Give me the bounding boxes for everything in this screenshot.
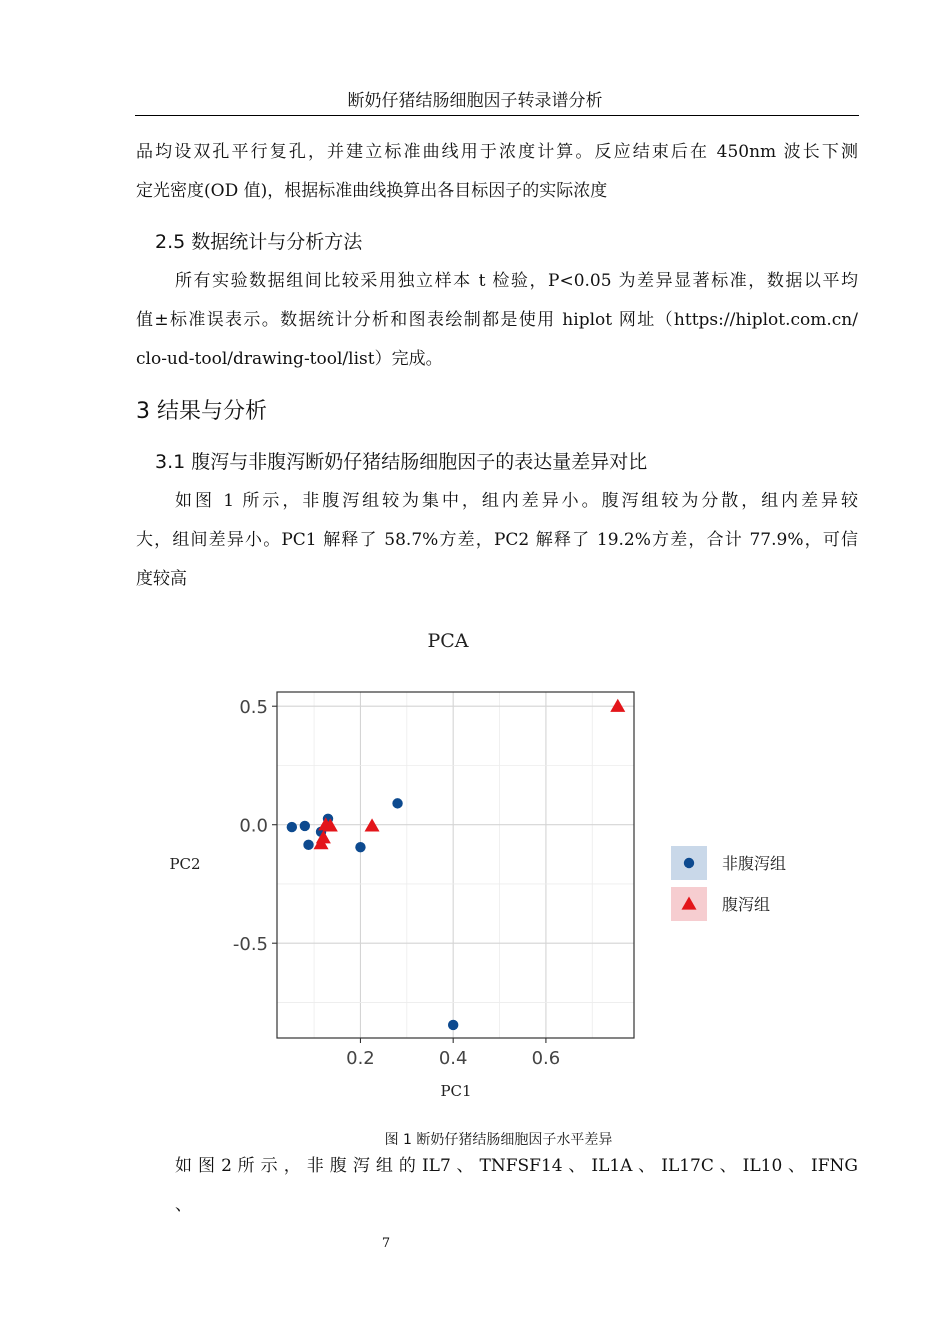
data-point-diarrhea [314,836,329,849]
chart-legend [671,846,786,921]
x-tick-label: 0.4 [438,1048,468,1069]
section-heading-2-5: 2.5 数据统计与分析方法 [155,231,363,253]
data-point-non-diarrhea [392,798,402,808]
header-rule [135,115,859,116]
y-tick-label: 0.0 [239,815,268,837]
data-point-diarrhea [323,818,338,831]
data-point-non-diarrhea [448,1020,458,1030]
legend-key-marker [682,897,697,910]
running-header: 断奶仔猪结肠细胞因子转录谱分析 [347,91,603,111]
chart-title: PCA [427,630,469,652]
x-tick-label: 0.2 [346,1048,375,1069]
section-heading-3-1: 3.1 腹泻与非腹泻断奶仔猪结肠细胞因子的表达量差异对比 [155,451,648,473]
paragraph-1-line-1: 品均设双孔平行复孔，并建立标准曲线用于浓度计算。反应结束后在 450nm 波长下测 [136,142,858,162]
chart-points [287,699,626,1030]
paragraph-2-line-1: 所有实验数据组间比较采用独立样本 t 检验，P<0.05 为差异显著标准，数据以平均 [175,271,858,291]
legend-key-background [671,846,707,880]
data-point-non-diarrhea [355,842,365,852]
figure-caption: 图 1 断奶仔猪结肠细胞因子水平差异 [384,1132,613,1148]
y-axis-label: PC2 [169,855,201,873]
legend-label: 非腹泻组 [722,854,787,873]
data-point-non-diarrhea [303,840,313,850]
page-number: 7 [381,1236,391,1251]
data-point-non-diarrhea [316,827,326,837]
section-heading-3: 3 结果与分析 [136,399,267,424]
data-point-non-diarrhea [287,822,297,832]
chart-grid [277,692,634,1038]
x-tick-label: 0.6 [531,1048,561,1069]
paragraph-2-line-2: 值±标准误表示。数据统计分析和图表绘制都是使用 hiplot 网址（https://hiplot.com.cn/ [136,310,858,330]
chart-ticks [233,697,560,1069]
legend-key-background [671,887,707,921]
data-point-non-diarrhea [300,821,310,831]
plot-frame [277,692,634,1038]
legend-label: 腹泻组 [722,895,771,914]
paragraph-3-line-3: 度较高 [136,569,187,589]
paragraph-1-line-2: 定光密度(OD 值)，根据标准曲线换算出各目标因子的实际浓度 [136,181,608,201]
paragraph-3-line-2: 大，组间差异小。PC1 解释了 58.7%方差，PC2 解释了 19.2%方差，合计 77.9%，可信 [136,530,858,550]
data-point-non-diarrhea [323,814,333,824]
y-tick-label: -0.5 [232,934,268,956]
data-point-diarrhea [318,817,333,830]
data-point-diarrhea [316,830,331,843]
x-axis-label: PC1 [440,1082,472,1100]
data-point-diarrhea [365,818,380,831]
paragraph-3-line-1: 如图 1 所示，非腹泻组较为集中，组内差异小。腹泻组较为分散，组内差异较 [175,491,858,511]
paragraph-4-line-1: 如 图 2 所 示 ， 非 腹 泻 组 的 IL7 、 TNFSF14 、 IL1A 、 IL17C 、 IL10 、 IFNG 、 [175,1156,858,1215]
data-point-diarrhea [610,699,625,712]
paragraph-2-line-3: clo-ud-tool/drawing-tool/list）完成。 [136,349,443,369]
legend-key-marker [684,858,694,868]
y-tick-label: 0.5 [239,697,268,719]
